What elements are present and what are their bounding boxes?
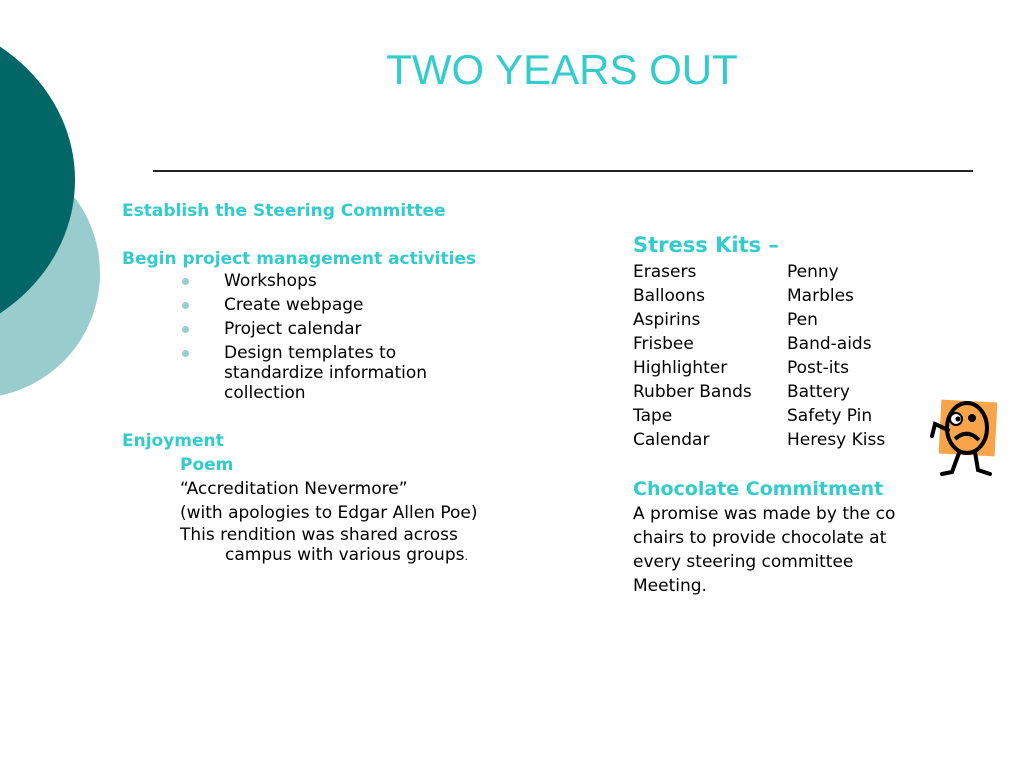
kit-item: Calendar — [633, 430, 710, 450]
kit-item: Heresy Kiss — [787, 430, 886, 450]
right-column — [633, 230, 963, 598]
kit-item: Post-its — [787, 358, 849, 378]
heading-enjoyment: Enjoyment — [122, 431, 224, 451]
kit-item: Band-aids — [787, 334, 872, 354]
list-item: Project calendar — [122, 319, 592, 339]
bullet-icon — [182, 326, 189, 333]
table-row — [633, 284, 885, 308]
left-column — [122, 199, 592, 567]
bullet-icon — [182, 278, 189, 285]
kit-item: Balloons — [633, 286, 705, 306]
kit-item: Frisbee — [633, 334, 694, 354]
poem-title: “Accreditation Nevermore” — [180, 479, 408, 499]
kit-item: Tape — [633, 406, 673, 426]
table-row — [633, 380, 885, 404]
bullet-icon — [182, 302, 189, 309]
kit-item: Highlighter — [633, 358, 728, 378]
worried-cartoon-figure-icon — [928, 396, 1000, 478]
table-row — [633, 332, 885, 356]
kit-item: Pen — [787, 310, 818, 330]
table-row — [633, 428, 885, 452]
kit-item: Rubber Bands — [633, 382, 752, 402]
list-item: Create webpage — [122, 295, 592, 315]
activities-list — [122, 271, 592, 403]
poem-apology: (with apologies to Edgar Allen Poe) — [180, 503, 478, 523]
table-row — [633, 308, 885, 332]
stress-kits-heading: Stress Kits – — [633, 233, 779, 257]
chocolate-heading: Chocolate Commitment — [633, 478, 884, 500]
heading-poem: Poem — [180, 455, 234, 475]
title-divider — [153, 170, 973, 172]
kit-item: Erasers — [633, 262, 697, 282]
bullet-icon — [182, 350, 189, 357]
chocolate-text: A promise was made by the co chairs to provide chocolate at every steering committee Meeting. — [633, 504, 896, 596]
list-item: Workshops — [122, 271, 592, 291]
list-item: Design templates to standardize information collection — [122, 343, 464, 403]
heading-project-management: Begin project management activities — [122, 249, 477, 269]
slide-title: TWO YEARS OUT — [386, 46, 738, 93]
kit-item: Marbles — [787, 286, 854, 306]
table-row — [633, 260, 885, 284]
stress-kits-table — [633, 260, 885, 452]
kit-item: Battery — [787, 382, 850, 402]
table-row — [633, 404, 885, 428]
kit-item: Aspirins — [633, 310, 701, 330]
table-row — [633, 356, 885, 380]
kit-item: Penny — [787, 262, 839, 282]
heading-steering-committee: Establish the Steering Committee — [122, 201, 446, 221]
poem-note: This rendition was shared across campus with various groups. — [180, 525, 468, 565]
kit-item: Safety Pin — [787, 406, 873, 426]
